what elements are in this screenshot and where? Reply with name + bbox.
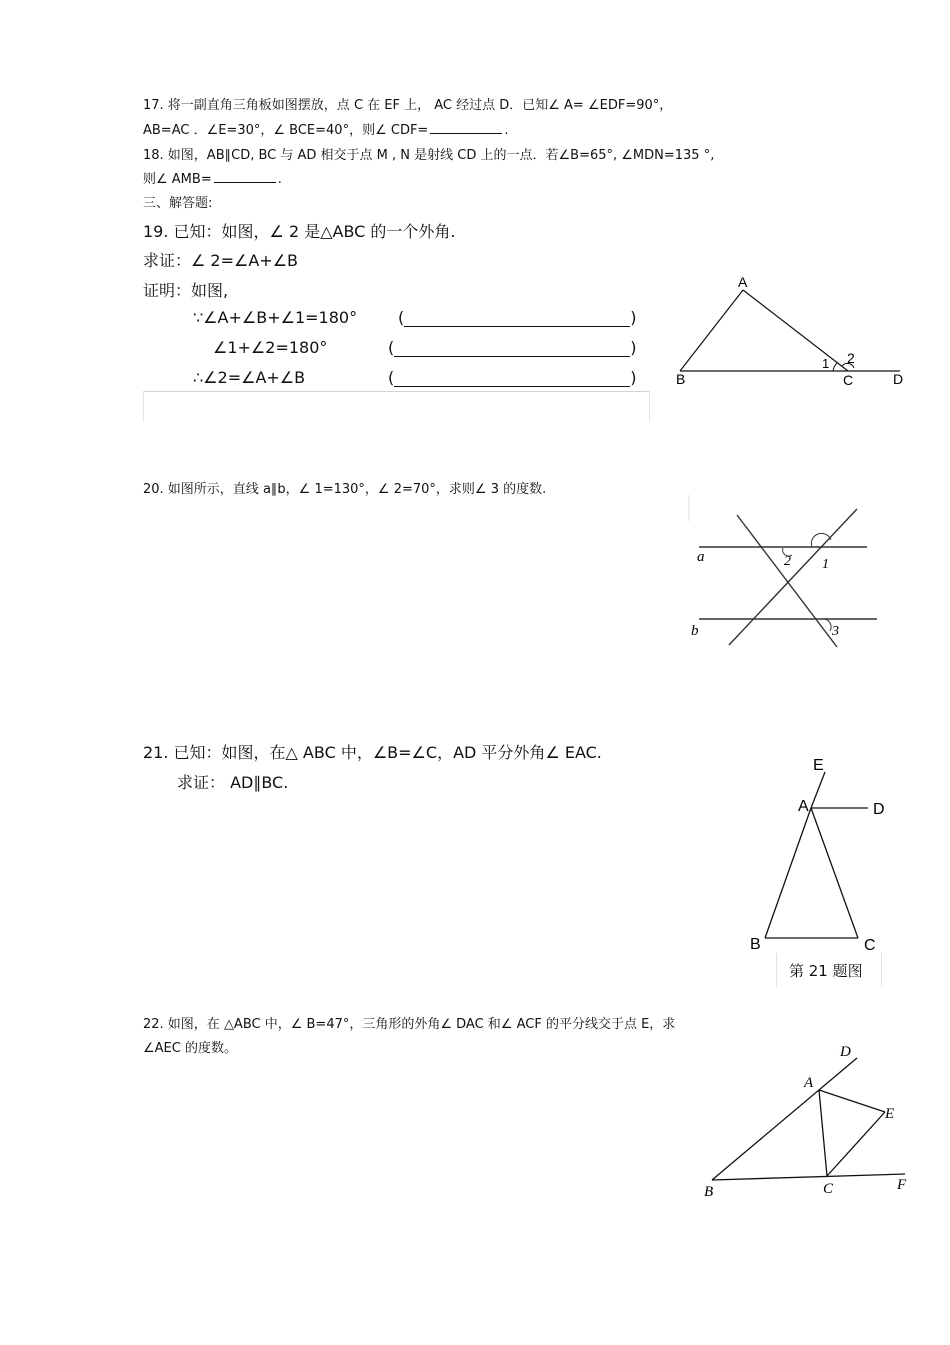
q17-answer-blank[interactable] (430, 133, 502, 134)
line-bd (712, 1058, 857, 1180)
label-E: E (813, 757, 824, 774)
label-A: A (738, 274, 748, 290)
q19-reason1 (398, 308, 637, 327)
label-A: A (804, 1075, 814, 1091)
bisector-ce (827, 1112, 885, 1176)
q19-line3: 证明：如图, (143, 281, 229, 300)
paren-close: ) (630, 338, 637, 357)
q18-line1: 18. 如图，AB∥CD, BC 与 AD 相交于点 M , N 是射线 CD 上的一点．若∠B=65°, ∠MDN=135 °, (143, 148, 715, 163)
q19-reason3 (388, 368, 637, 387)
label-A: A (798, 798, 809, 815)
bisector-ae (819, 1090, 885, 1112)
side-ab (765, 808, 811, 938)
q19-step2: ∠1+∠2=180° (213, 338, 328, 357)
q18-line2-text: 则∠ AMB= (143, 172, 212, 187)
label-b: b (691, 623, 699, 639)
q19-line2: 求证：∠ 2=∠A+∠B (143, 251, 299, 270)
label-D: D (893, 371, 904, 387)
side-ab (680, 290, 743, 371)
q17-line2-end: . (504, 123, 509, 138)
q21-caption-box (776, 953, 882, 987)
label-B: B (750, 936, 761, 950)
paren-open: ( (398, 308, 405, 327)
q22-line2: ∠AEC 的度数。 (143, 1041, 237, 1056)
label-E: E (885, 1106, 895, 1122)
q17-line2-text: AB=AC ．∠E=30°，∠ BCE=40°，则∠ CDF= (143, 123, 429, 138)
label-B: B (676, 371, 686, 387)
label-C: C (823, 1181, 834, 1197)
label-a: a (697, 549, 705, 565)
label-D: D (840, 1044, 851, 1060)
q22-figure (695, 1040, 915, 1205)
q21-figure (740, 750, 900, 950)
q19-line1: 19. 已知：如图，∠ 2 是△ABC 的一个外角. (143, 222, 456, 241)
q20-text: 20. 如图所示，直线 a∥b，∠ 1=130°，∠ 2=70°，求则∠ 3 的度数. (143, 482, 547, 497)
paren-open: ( (388, 368, 395, 387)
label-angle1: 1 (822, 557, 829, 572)
q20-figure (685, 495, 885, 655)
q19-reason1-blank[interactable] (404, 308, 630, 327)
answer-box-edge (143, 391, 650, 422)
label-angle2: 2 (847, 350, 855, 366)
line-ae (811, 772, 825, 808)
q19-reason2 (388, 338, 637, 357)
q19-reason2-blank[interactable] (394, 338, 630, 357)
side-ac (743, 290, 848, 371)
q19-step3: ∴∠2=∠A+∠B (193, 368, 306, 387)
q22-line1: 22. 如图，在 △ABC 中，∠ B=47°，三角形的外角∠ DAC 和∠ ACF 的平分线交于点 E，求 (143, 1017, 676, 1032)
label-angle2: 2 (784, 554, 791, 569)
q21-line2: 求证： AD∥BC. (177, 773, 289, 792)
angle3-arc (824, 619, 831, 631)
paren-open: ( (388, 338, 395, 357)
transversal-1 (737, 515, 837, 647)
label-F: F (897, 1177, 907, 1193)
line-bf (712, 1174, 905, 1180)
q17-line2 (143, 119, 508, 138)
q18-line2 (143, 168, 282, 187)
q21-caption: 第 21 题图 (789, 962, 863, 980)
label-angle3: 3 (832, 624, 839, 639)
label-B: B (704, 1184, 714, 1200)
side-ac (811, 808, 858, 938)
angle1-arc (833, 363, 837, 371)
q19-figure (670, 270, 910, 392)
label-C: C (864, 937, 876, 950)
q18-line2-end: . (277, 172, 282, 187)
label-C: C (843, 372, 854, 388)
q19-step1: ∵∠A+∠B+∠1=180° (193, 308, 358, 327)
label-D: D (873, 801, 885, 818)
paren-close: ) (630, 308, 637, 327)
q19-reason3-blank[interactable] (394, 368, 630, 387)
paren-close: ) (630, 368, 637, 387)
side-ac (819, 1090, 827, 1176)
q18-answer-blank[interactable] (214, 182, 276, 183)
q17-line1: 17. 将一副直角三角板如图摆放，点 C 在 EF 上， AC 经过点 D．已知∠ A= ∠EDF=90°， (143, 98, 673, 113)
q21-line1: 21. 已知：如图，在△ ABC 中，∠B=∠C，AD 平分外角∠ EAC. (143, 743, 602, 762)
section-heading: 三、解答题: (143, 196, 213, 211)
label-angle1: 1 (822, 356, 830, 371)
